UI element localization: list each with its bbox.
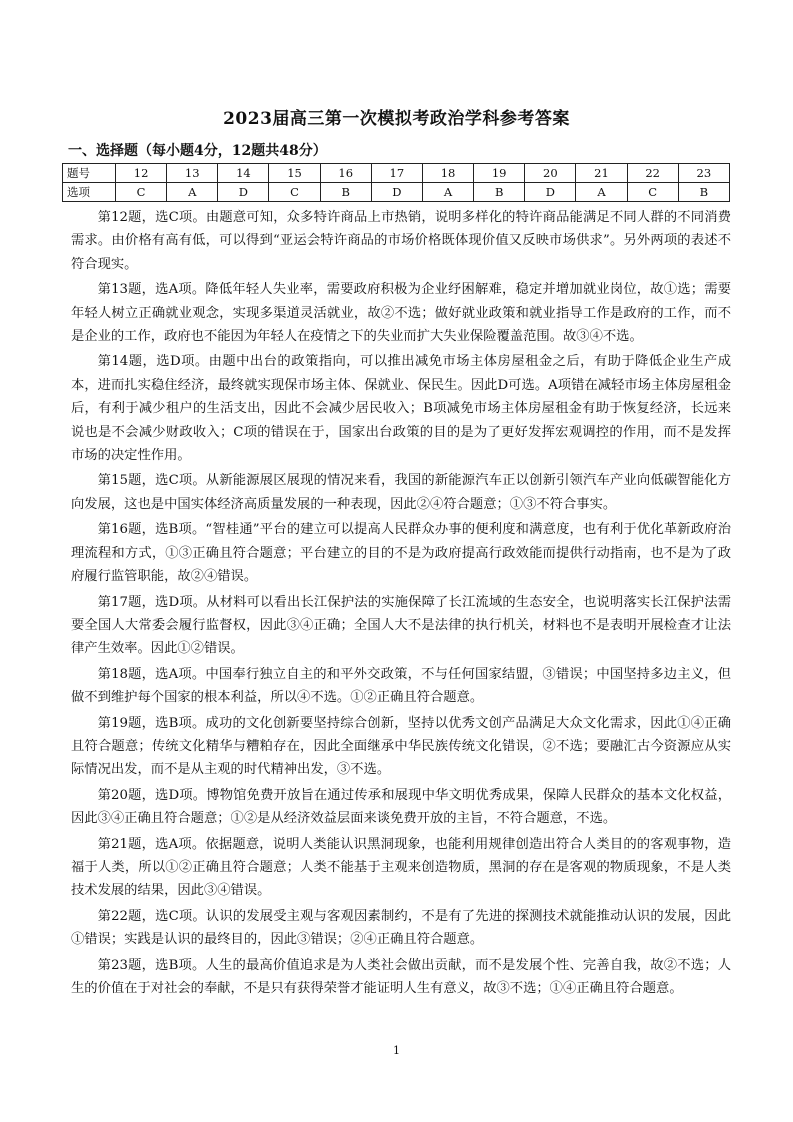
question-number: 18 [422,164,473,183]
question-number: 14 [218,164,269,183]
answer-choice: D [218,183,269,202]
explanation-paragraph: 第12题，选C项。由题意可知，众多特许商品上市热销，说明多样化的特许商品能满足不同人群的不同消费需求。由价格有高有低，可以得到“亚运会特许商品的市场价格既体现价值又反映市场供求”。另外两项的表述不符合现实。 [71,210,731,272]
explanation-paragraph: 第17题，选D项。从材料可以看出长江保护法的实施保障了长江流域的生态安全，也说明落实长江保护法需要全国人大常委会履行监督权，因此③④正确；全国人大不是法律的执行机关，材料也不是表明开展检查才让法律产生效率。因此①②错误。 [71,594,731,657]
explanation-paragraph: 第16题，选B项。“智桂通”平台的建立可以提高人民群众办事的便利度和满意度，也有利于优化革新政府治理流程和方式，①③正确且符合题意；平台建立的目的不是为政府提高行政效能而提供行动指南，也不是为了政府履行监管职能，故②④错误。 [71,522,731,585]
question-number: 23 [678,164,729,183]
answer-row [63,183,730,202]
answer-choice: C [627,183,678,202]
row-label-question: 题号 [63,164,116,183]
question-number: 15 [269,164,320,183]
explanation-paragraph: 第23题，选B项。人生的最高价值追求是为人类社会做出贡献，而不是发展个性、完善自我，故②不选；人生的价值在于对社会的奉献，不是只有获得荣誉才能证明人生有意义，故③不选；①④正确且符合题意。 [71,957,731,996]
question-number: 21 [576,164,627,183]
question-number: 19 [474,164,525,183]
question-number: 12 [116,164,167,183]
question-number: 17 [371,164,422,183]
explanations [71,206,731,1000]
answer-choice: A [167,183,218,202]
explanation-paragraph: 第18题，选A项。中国奉行独立自主的和平外交政策，不与任何国家结盟，③错误；中国坚持多边主义，但做不到维护每个国家的根本利益，所以④不选。①②正确且符合题意。 [71,666,731,706]
question-number: 20 [525,164,576,183]
page-number: 1 [393,1044,400,1057]
question-number: 16 [320,164,371,183]
explanation-paragraph: 第15题，选C项。从新能源展区展现的情况来看，我国的新能源汽车正以创新引领汽车产业向低碳智能化方向发展，这也是中国实体经济高质量发展的一种表现，因此②④符合题意；①③不符合事实。 [71,473,731,512]
explanation-paragraph: 第19题，选B项。成功的文化创新要坚持综合创新，坚持以优秀文创产品满足大众文化需求，因此①④正确且符合题意；传统文化精华与糟粕存在，因此全面继承中华民族传统文化错误，②不选；要融汇古今资源应从实际情况出发，而不是从主观的时代精神出发，③不选。 [71,715,731,778]
row-label-answer: 选项 [63,183,116,202]
answer-choice: D [371,183,422,202]
answer-choice: B [474,183,525,202]
answer-choice: B [320,183,371,202]
answer-choice: C [116,183,167,202]
answer-table [62,163,730,202]
explanation-paragraph: 第21题，选A项。依据题意，说明人类能认识黑洞现象，也能利用规律创造出符合人类目的的客观事物，造福于人类，所以①②正确且符合题意；人类不能基于主观来创造物质，黑洞的存在是客观的物质现象，不是人类技术发展的结果，因此③④错误。 [71,836,731,899]
explanation-paragraph: 第20题，选D项。博物馆免费开放旨在通过传承和展现中华文明优秀成果，保障人民群众的基本文化权益，因此③④正确且符合题意；①②是从经济效益层面来谈免费开放的主旨，不符合题意，不选。 [71,787,731,827]
answer-choice: B [678,183,729,202]
answer-choice: C [269,183,320,202]
question-number: 22 [627,164,678,183]
answer-choice: A [576,183,627,202]
answer-choice: A [422,183,473,202]
question-number-row [63,164,730,183]
question-number: 13 [167,164,218,183]
explanation-paragraph: 第13题，选A项。降低年轻人失业率，需要政府积极为企业纾困解难，稳定并增加就业岗位，故①选；需要年轻人树立正确就业观念，实现多渠道灵活就业，故②不选；做好就业政策和就业指导工作是政府的工作，而不是企业的工作，政府也不能因为年轻人在疫情之下的失业而扩大失业保险覆盖范围。故③④不选。 [71,282,731,345]
answer-choice: D [525,183,576,202]
document-title: 2023届高三第一次模拟考政治学科参考答案 [223,109,570,129]
explanation-paragraph: 第22题，选C项。认识的发展受主观与客观因素制约，不是有了先进的探测技术就能推动认识的发展，因此①错误；实践是认识的最终目的，因此③错误；②④正确且符合题意。 [71,908,731,948]
explanation-paragraph: 第14题，选D项。由题中出台的政策指向，可以推出减免市场主体房屋租金之后，有助于降低企业生产成本，进而扎实稳住经济，最终就实现保市场主体、保就业、保民生。因此D可选。A项错在减轻市场主体房屋租金后，有利于减少租户的生活支出，因此不会减少居民收入；B项减免市场主体房屋租金有助于恢复经济，长远来说也是不会减少财政收入；C项的错误在于，国家出台政策的目的是为了更好发挥宏观调控的作用，而不是发挥市场的决定性作用。 [71,354,731,464]
section-heading: 一、选择题（每小题4分，12题共48分） [68,143,327,159]
